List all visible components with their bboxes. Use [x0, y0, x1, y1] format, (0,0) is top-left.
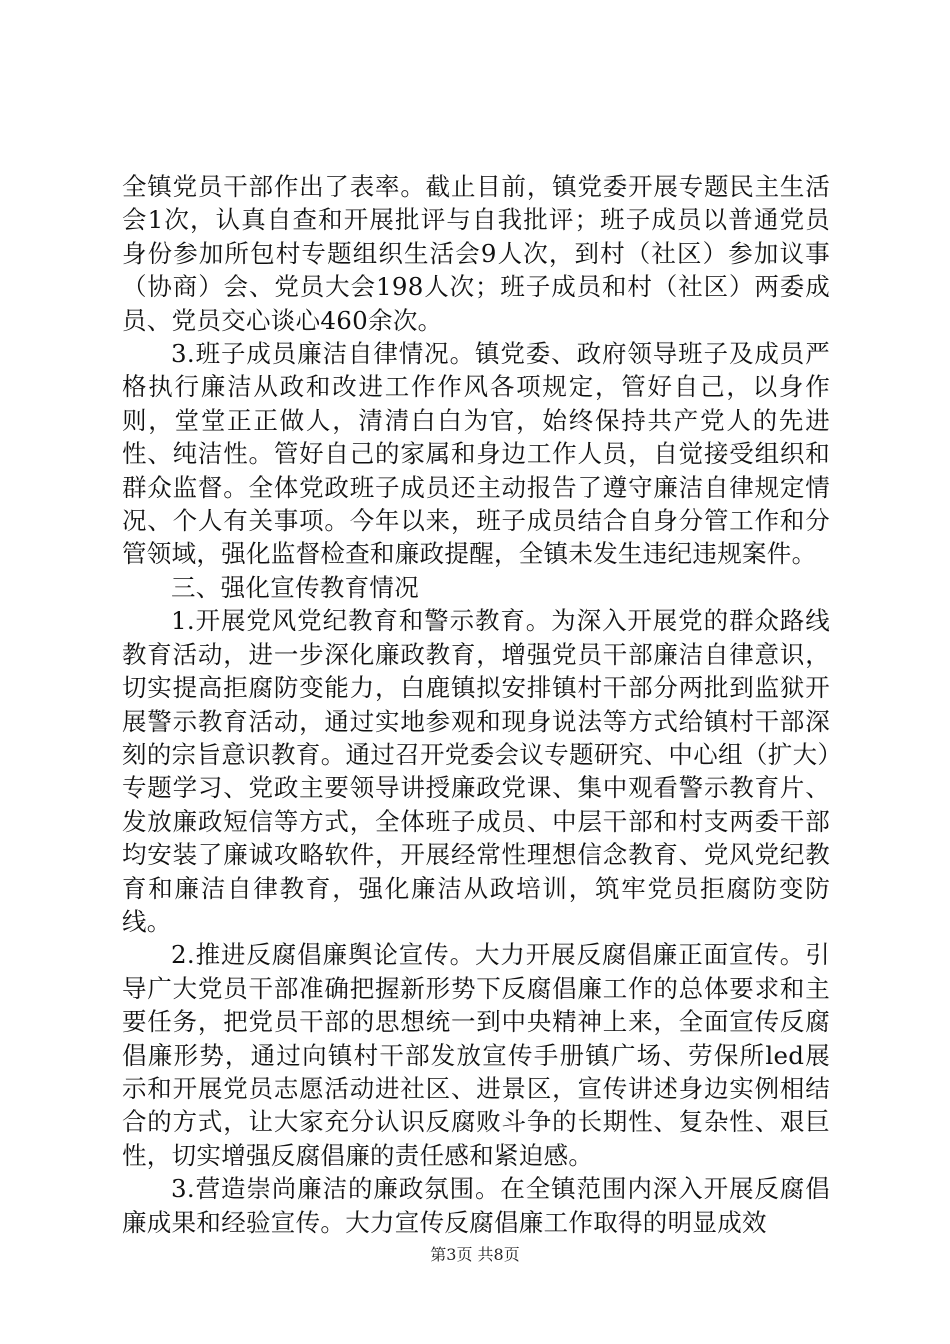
page-footer — [0, 1244, 950, 1266]
document-body — [122, 170, 830, 1239]
section-heading-publicity-education: 三、强化宣传教育情况 — [171, 572, 419, 602]
paragraph-warning-education: 1.开展党风党纪教育和警示教育。为深入开展党的群众路线教育活动，进一步深化廉政教育，增强党员干部廉洁自律意识，切实提高拒腐防变能力，白鹿镇拟安排镇村干部分两批到监狱开展警示教育活动，通过实地参观和现身说法等方式给镇村干部深刻的宗旨意识教育。通过召开党委会议专题研究、中心组（扩大）专题学习、党政主要领导讲授廉政党课、集中观看警示教育片、发放廉政短信等方式，全体班子成员、中层干部和村支两委干部均安装了廉诚攻略软件，开展经常性理想信念教育、党风党纪教育和廉洁自律教育，强化廉洁从政培训，筑牢党员拒腐防变防线。 — [122, 606, 830, 936]
paragraph-integrity-self-discipline: 3.班子成员廉洁自律情况。镇党委、政府领导班子及成员严格执行廉洁从政和改进工作作风各项规定，管好自己，以身作则，堂堂正正做人，清清白白为官，始终保持共产党人的先进性、纯洁性。管好自己的家属和身边工作人员，自觉接受组织和群众监督。全体党政班子成员还主动报告了遵守廉洁自律规定情况、个人有关事项。今年以来，班子成员结合自身分管工作和分管领域，强化监督检查和廉政提醒，全镇未发生违纪违规案件。 — [122, 339, 830, 569]
page-number: 第3页 — [430, 1245, 473, 1264]
page-total: 共8页 — [477, 1245, 520, 1264]
paragraph-continuation: 全镇党员干部作出了表率。截止目前，镇党委开展专题民主生活会1次，认真自查和开展批评与自我批评；班子成员以普通党员身份参加所包村专题组织生活会9人次，到村（社区）参加议事（协商）会、党员大会198人次；班子成员和村（社区）两委成员、党员交心谈心460余次。 — [122, 172, 831, 335]
paragraph-integrity-atmosphere: 3.营造崇尚廉洁的廉政氛围。在全镇范围内深入开展反腐倡廉成果和经验宣传。大力宣传反腐倡廉工作取得的明显成效 — [122, 1174, 830, 1237]
paragraph-public-opinion-publicity: 2.推进反腐倡廉舆论宣传。大力开展反腐倡廉正面宣传。引导广大党员干部准确把握新形势下反腐倡廉工作的总体要求和主要任务，把党员干部的思想统一到中央精神上来，全面宣传反腐倡廉形势，通过向镇村干部发放宣传手册镇广场、劳保所led展示和开展党员志愿活动进社区、进景区，宣传讲述身边实例相结合的方式，让大家充分认识反腐败斗争的长期性、复杂性、艰巨性，切实增强反腐倡廉的责任感和紧迫感。 — [122, 940, 830, 1170]
